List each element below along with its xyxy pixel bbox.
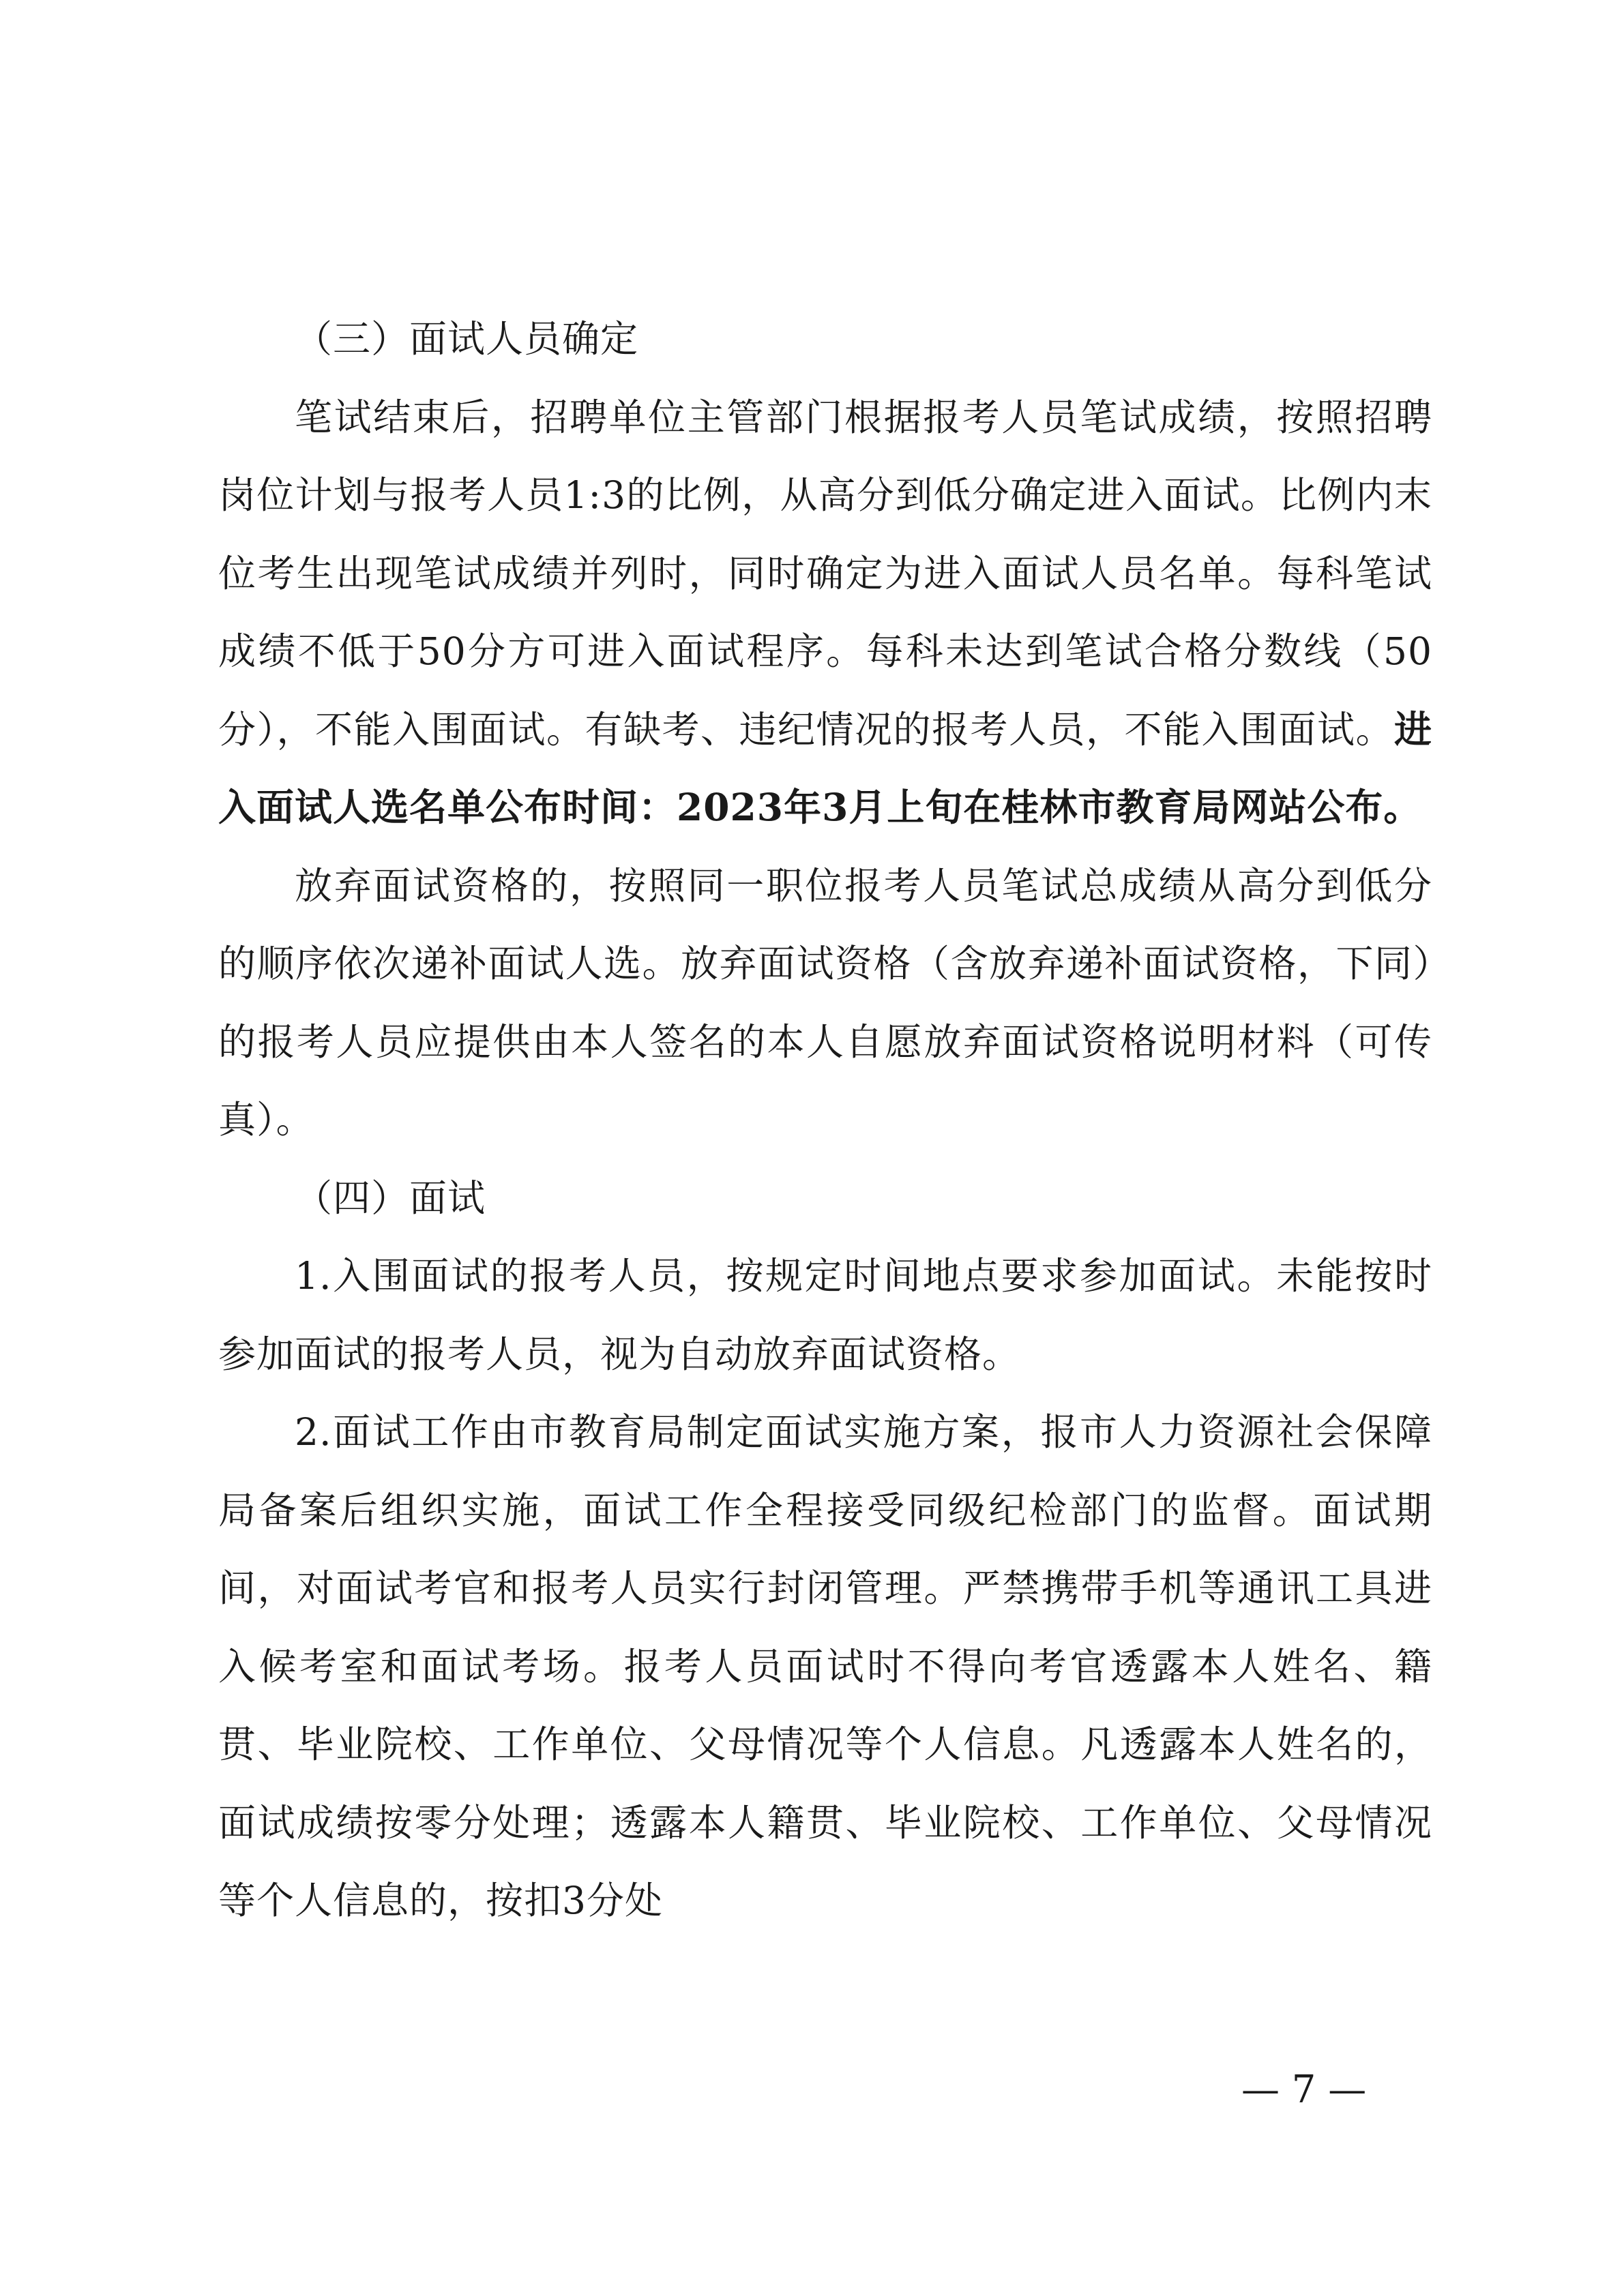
paragraph-text: 笔试结束后，招聘单位主管部门根据报考人员笔试成绩，按照招聘岗位计划与报考人员1:3的比例，从高分到低分确定进入面试。比例内末位考生出现笔试成绩并列时，同时确定为进入面试人员名单。每科笔试成绩不低于50分方可进入面试程序。每科未达到笔试合格分数线（50分），不能入围面试。有缺考、违纪情况的报考人员，不能入围面试。 bbox=[218, 395, 1432, 751]
document-body bbox=[218, 300, 1432, 1940]
list-item-2: 2.面试工作由市教育局制定面试实施方案，报市人力资源社会保障局备案后组织实施，面试工作全程接受同级纪检部门的监督。面试期间，对面试考官和报考人员实行封闭管理。严禁携带手机等通讯工具进入候考室和面试考场。报考人员面试时不得向考官透露本人姓名、籍贯、毕业院校、工作单位、父母情况等个人信息。凡透露本人姓名的，面试成绩按零分处理；透露本人籍贯、毕业院校、工作单位、父母情况等个人信息的，按扣3分处 bbox=[218, 1410, 1432, 1922]
announcement-bold-text: 进入面试人选名单公布时间：2023年3月上旬在桂林市教育局网站公布。 bbox=[218, 706, 1432, 829]
paragraph-abandon-interview: 放弃面试资格的，按照同一职位报考人员笔试总成绩从高分到低分的顺序依次递补面试人选。放弃面试资格（含放弃递补面试资格，下同）的报考人员应提供由本人签名的本人自愿放弃面试资格说明材料（可传真）。 bbox=[218, 863, 1432, 1142]
section-heading-4: （四）面试 bbox=[295, 1176, 486, 1220]
list-item-1: 1.入围面试的报考人员，按规定时间地点要求参加面试。未能按时参加面试的报考人员，视为自动放弃面试资格。 bbox=[218, 1254, 1432, 1376]
section-heading-3: （三）面试人员确定 bbox=[295, 317, 639, 361]
paragraph-interview-selection bbox=[218, 378, 1432, 847]
page-number: — 7 — bbox=[1241, 2068, 1367, 2112]
